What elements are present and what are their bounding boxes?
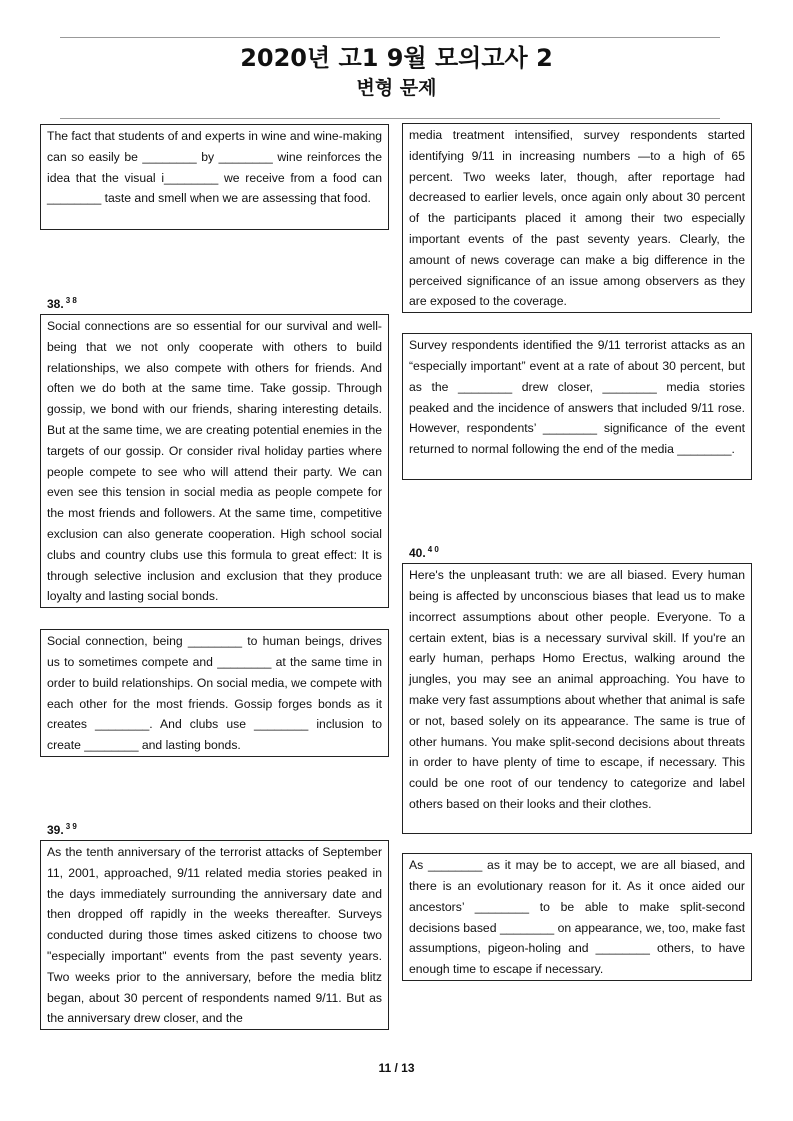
summary-box-38: Social connection, being ________ to human beings, drives us to sometimes compete and ________ at the same time in order to build relationships. On social media, we compete with each other for the most friends. Gossip forges bonds as it creates ________. And clubs use ________ inclusion to create ________ and lasting bonds. [40, 629, 389, 757]
question-number: 38. [47, 297, 64, 311]
summary-box-37: The fact that students of and experts in wine and wine-making can so easily be ________ by ________ wine reinforces the idea that the visual i________ we receive from a food can ________ taste and smell when we are assessing that food. [40, 124, 389, 230]
header-rule-bottom [60, 118, 720, 119]
right-column [402, 123, 752, 981]
question-number: 40. [409, 546, 426, 561]
passage-39-continued: media treatment intensified, survey respondents started identifying 9/11 in increasing numbers —to a high of 65 percent. Two weeks later, though, after reportage had decreased to earlier levels, once again only about 30 percent of the participants placed it among their two especially important events of the past seventy years. Clearly, the amount of news coverage can make a big difference in the perceived significance of an issue among observers as they are exposed to the coverage. [402, 123, 752, 313]
passage-40: Here's the unpleasant truth: we are all biased. Every human being is affected by unconscious biases that lead us to make incorrect assumptions about other people. Everyone. To a certain extent, bias is a necessary survival skill. If you're an early human, perhaps Homo Erectus, walking around the jungles, you may see an animal approaching. You have to make very fast assumptions about whether that animal is safe or not, based solely on its appearance. The same is true of other humans. You make split-second decisions about threats in order to have plenty of time to escape, if necessary. This could be one root of our tendency to categorize and label others based on their looks and their clothes. [402, 563, 752, 834]
question-sup: 4 0 [427, 545, 439, 555]
question-sup: 3 9 [65, 821, 77, 831]
summary-box-39: Survey respondents identified the 9/11 terrorist attacks as an “especially important” event at a rate of about 30 percent, but as the ________ drew closer, ________ media stories peaked and the incidence of answers that included 9/11 rose. However, respondents’ ________ significance of the event returned to normal following the end of the media ________. [402, 333, 752, 480]
question-39-label [40, 819, 389, 838]
question-sup: 3 8 [65, 296, 77, 305]
question-38-label [40, 293, 389, 312]
passage-39: As the tenth anniversary of the terrorist attacks of September 11, 2001, approached, 9/11 related media stories peaked in the days immediately surrounding the anniversary date and then dropped off rapidly in the weeks thereafter. Surveys conducted during those times asked citizens to choose two "especially important" events from the past seventy years. Two weeks prior to the anniversary, before the media blitz began, about 30 percent of respondents named 9/11. But as the anniversary drew closer, and the [40, 840, 389, 1030]
passage-38: Social connections are so essential for our survival and well-being that we not only cooperate with others to build relationships, we also compete with others for friends. And often we do both at the same time. Take gossip. Through gossip, we bond with our friends, sharing interesting details. But at the same time, we are creating potential enemies in the targets of our gossip. Or consider rival holiday parties where people compete to see who will attend their party. We can even see this tension in social media as people compete for the most friends and followers. At the same time, competitive exclusion can also generate cooperation. High school social clubs and country clubs use this formula to great effect: It is through selective inclusion and exclusion that they produce loyalty and lasting social bonds. [40, 314, 389, 608]
question-40-label [402, 542, 752, 561]
page-title: 2020년 고1 9월 모의고사 2 [240, 44, 553, 72]
header-rule-top [60, 37, 720, 38]
summary-box-40: As ________ as it may be to accept, we are all biased, and there is an evolutionary reason for it. As it once aided our ancestors’ ________ to be able to make split-second decisions based ________ on appearance, we, too, make fast assumptions, pigeon-holing and ________ others, to have enough time to escape if necessary. [402, 853, 752, 981]
question-number: 39. [47, 822, 64, 837]
page-number: 11 / 13 [378, 1061, 415, 1075]
left-column [40, 124, 389, 1030]
page-subtitle: 변형 문제 [356, 77, 437, 99]
